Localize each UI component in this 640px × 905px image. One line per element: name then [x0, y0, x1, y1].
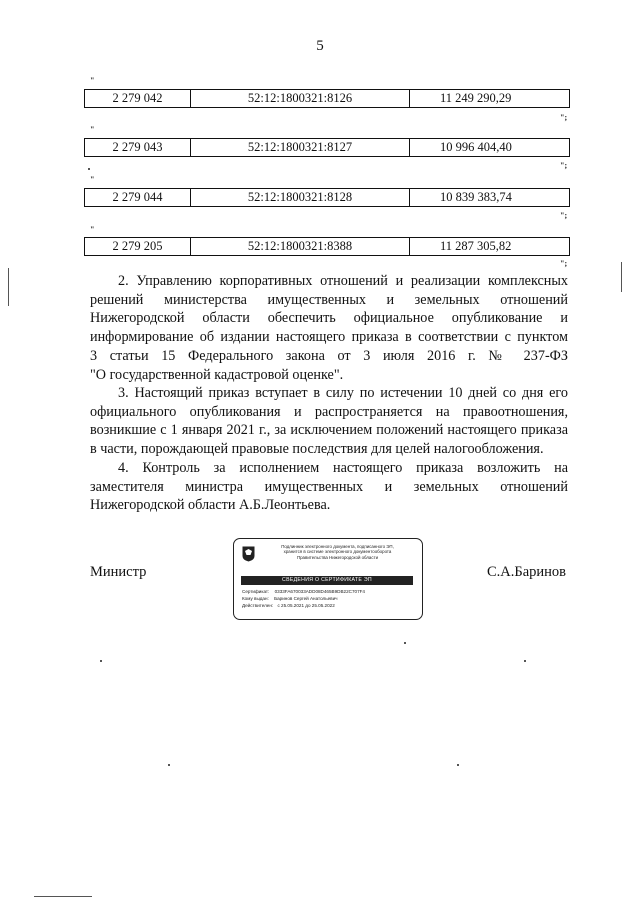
- paragraph-line: 3. Настоящий приказ вступает в силу по истечении 10 дней со дня его: [118, 385, 568, 401]
- open-quote-mark: ": [90, 76, 95, 85]
- scan-artifact: [404, 642, 406, 644]
- paragraph-line: решений министерства имущественных и земельных отношений: [90, 291, 568, 308]
- paragraph-line: 3 статьи 15 Федерального закона от 3 июля 2016 г. № 237-ФЗ: [90, 347, 568, 364]
- row-cadastral-value: 11 287 305,82: [410, 238, 570, 256]
- stamp-certificate-title: СВЕДЕНИЯ О СЕРТИФИКАТЕ ЭП: [241, 576, 413, 585]
- paragraph-line: возникшие с 1 января 2021 г., за исключением положений настоящего приказа: [90, 422, 568, 439]
- stamp-certificate-line: [242, 589, 365, 595]
- open-quote-mark: ": [90, 125, 95, 134]
- row-cadastral-value: 11 249 290,29: [410, 90, 570, 108]
- table-row: [84, 138, 570, 157]
- scan-artifact: [88, 168, 90, 170]
- row-cadastral-number: 52:12:1800321:8388: [191, 238, 410, 256]
- stamp-header: [260, 544, 415, 560]
- paragraph-line: в части, порождающей правовые последствия для целей налогообложения.: [90, 441, 544, 458]
- signatory-name: С.А.Баринов: [487, 564, 567, 580]
- scan-artifact: [524, 660, 526, 662]
- paragraph-line: заместителя министра имущественных и земельных отношений: [90, 478, 568, 495]
- validity-label: Действителен:: [242, 603, 274, 608]
- close-quote-mark: ";: [560, 161, 568, 170]
- close-quote-mark: ";: [560, 259, 568, 268]
- paragraph-4: [90, 459, 568, 515]
- certificate-label: Сертификат:: [242, 589, 270, 594]
- paragraph-line: информирование об издании настоящего приказа в соответствии с пунктом: [90, 329, 568, 346]
- paragraph-line: "О государственной кадастровой оценке".: [90, 366, 344, 383]
- stamp-issued-to-line: [242, 596, 338, 602]
- paragraph-2: [90, 272, 568, 384]
- issued-to-label: Кому выдан:: [242, 596, 269, 601]
- close-quote-mark: ";: [560, 113, 568, 122]
- paragraph-line: 2. Управлению корпоративных отношений и реализации комплексных: [118, 273, 568, 289]
- close-quote-mark: ";: [560, 211, 568, 220]
- open-quote-mark: ": [90, 225, 95, 234]
- paragraph-line: официального опубликования и распространяется на правоотношения,: [90, 403, 568, 420]
- table-row: [84, 237, 570, 256]
- paragraph-3: [90, 384, 568, 459]
- stamp-validity-line: [242, 603, 335, 609]
- stamp-header-line: Подлинник электронного документа, подписанного ЭП,: [281, 544, 394, 549]
- row-cadastral-number: 52:12:1800321:8128: [191, 189, 410, 207]
- issued-to-value: Баринов Сергей Анатольевич: [274, 596, 338, 601]
- page-number: 5: [316, 38, 324, 54]
- row-cadastral-value: 10 996 404,40: [410, 139, 570, 157]
- scan-artifact: [168, 764, 170, 766]
- electronic-signature-stamp: [233, 538, 423, 620]
- validity-value: с 25.05.2021 до 25.05.2022: [277, 603, 335, 608]
- row-cadastral-value: 10 839 383,74: [410, 189, 570, 207]
- row-id: 2 279 042: [85, 90, 191, 108]
- table-row: [84, 89, 570, 108]
- row-cadastral-number: 52:12:1800321:8126: [191, 90, 410, 108]
- signatory-position: Министр: [90, 564, 147, 580]
- scan-artifact: [621, 262, 622, 292]
- paragraph-line: 4. Контроль за исполнением настоящего приказа возложить на: [118, 460, 568, 476]
- scan-artifact: [457, 764, 459, 766]
- scan-artifact: [100, 660, 102, 662]
- scan-artifact: [8, 268, 9, 306]
- certificate-value: 0333FA670033ADD08D465B9DB22C707F4: [274, 589, 365, 594]
- open-quote-mark: ": [90, 175, 95, 184]
- paragraph-line: Нижегородской области обеспечить официальное опубликование и: [90, 310, 568, 327]
- table-row: [84, 188, 570, 207]
- paragraph-line: Нижегородской области А.Б.Леонтьева.: [90, 497, 331, 514]
- row-id: 2 279 205: [85, 238, 191, 256]
- stamp-header-line: хранится в системе электронного документооборота: [283, 549, 392, 555]
- row-id: 2 279 044: [85, 189, 191, 207]
- scan-artifact: [34, 896, 92, 897]
- row-cadastral-number: 52:12:1800321:8127: [191, 139, 410, 157]
- stamp-header-line: Правительства Нижегородской области: [296, 554, 379, 560]
- coat-of-arms-icon: [242, 546, 255, 562]
- row-id: 2 279 043: [85, 139, 191, 157]
